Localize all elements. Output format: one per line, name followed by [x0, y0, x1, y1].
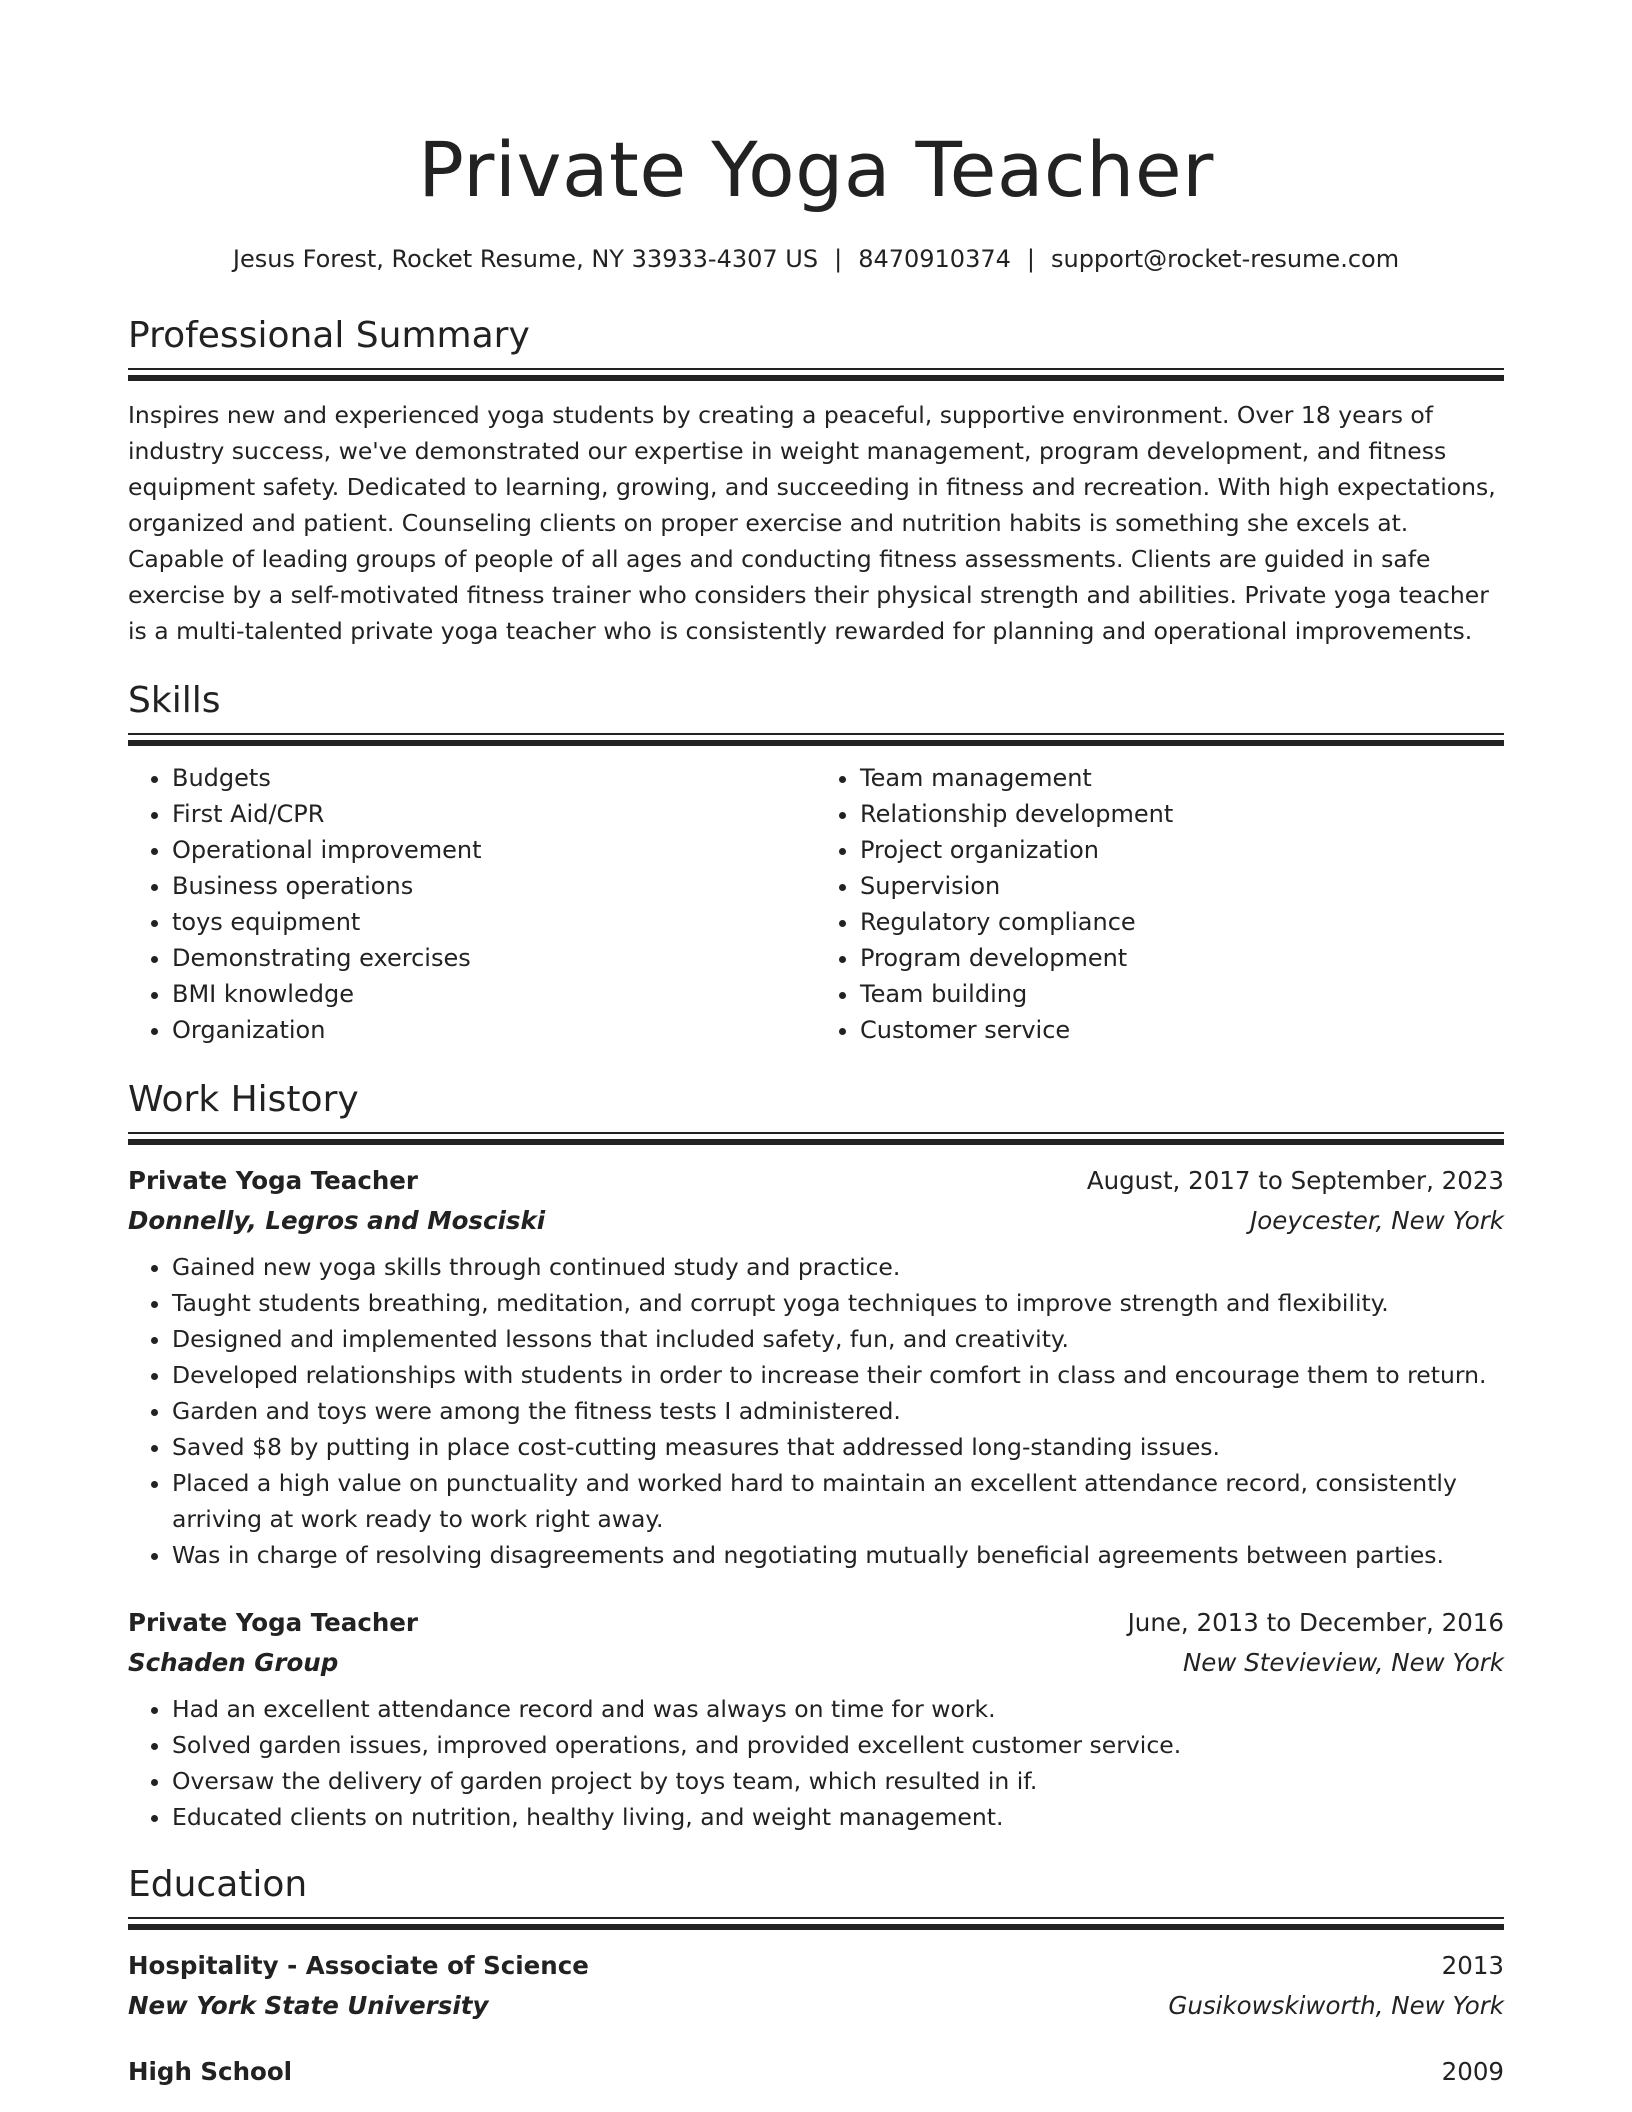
skill-item: • Operational improvement: [172, 832, 816, 868]
job-entry: [128, 1603, 1504, 1835]
skill-item: • Customer service: [860, 1012, 1504, 1048]
section-title-skills: Skills: [128, 680, 221, 721]
section-title-work: Work History: [128, 1079, 359, 1120]
job-bullet: • Garden and toys were among the fitness tests I administered.: [172, 1393, 1504, 1429]
job-subheader: [128, 1201, 1504, 1241]
job-title: Private Yoga Teacher: [128, 1608, 418, 1637]
job-bullet: • Taught students breathing, meditation, and corrupt yoga techniques to improve strength and flexibility.: [172, 1285, 1504, 1321]
skill-item: • Supervision: [860, 868, 1504, 904]
summary-text: Inspires new and experienced yoga students by creating a peaceful, supportive environment. Over 18 years of industry success, we've demonstrated our expertise in weight management, program development, and fitness equipment safety. Dedicated to learning, growing, and succeeding in fitness and recreation. With high expectations, organized and patient. Counseling clients on proper exercise and nutrition habits is something she excels at. Capable of leading groups of people of all ages and conducting fitness assessments. Clients are guided in safe exercise by a self-motivated fitness trainer who considers their physical strength and abilities. Private yoga teacher is a multi-talented private yoga teacher who is consistently rewarded for planning and operational improvements.: [128, 401, 1496, 645]
job-bullets: [128, 1249, 1504, 1573]
skills-list-left: [128, 760, 816, 1048]
skills-columns: [128, 760, 1504, 1048]
job-bullet: • Educated clients on nutrition, healthy living, and weight management.: [172, 1799, 1504, 1835]
education-entry: [128, 2052, 1504, 2092]
job-bullet: • Was in charge of resolving disagreements and negotiating mutually beneficial agreements between parties.: [172, 1537, 1504, 1573]
education-year: 2009: [1441, 2057, 1504, 2086]
summary-section: [128, 312, 1504, 649]
job-header: [128, 1603, 1504, 1643]
contact-address: Jesus Forest, Rocket Resume, NY 33933-4307 US: [232, 245, 819, 273]
job-company: Schaden Group: [128, 1648, 339, 1677]
job-bullet: • Saved $8 by putting in place cost-cutting measures that addressed long-standing issues.: [172, 1429, 1504, 1465]
section-divider: [128, 733, 1504, 746]
skill-item: • Project organization: [860, 832, 1504, 868]
job-bullet: • Had an excellent attendance record and was always on time for work.: [172, 1691, 1504, 1727]
job-bullet: • Gained new yoga skills through continued study and practice.: [172, 1249, 1504, 1285]
job-dates: June, 2013 to December, 2016: [1127, 1608, 1504, 1637]
skill-item: • Organization: [172, 1012, 816, 1048]
job-dates: August, 2017 to September, 2023: [1086, 1166, 1504, 1195]
contact-line: [128, 242, 1504, 276]
skill-item: • Business operations: [172, 868, 816, 904]
section-title-summary: Professional Summary: [128, 315, 530, 356]
section-divider: [128, 368, 1504, 381]
job-location: Joeycester, New York: [1250, 1206, 1504, 1235]
education-entry: [128, 1946, 1504, 2026]
skill-item: • Team management: [860, 760, 1504, 796]
resume-name: Private Yoga Teacher: [418, 125, 1214, 214]
job-bullet: • Developed relationships with students in order to increase their comfort in class and encourage them to return.: [172, 1357, 1504, 1393]
education-subheader: [128, 1986, 1504, 2026]
contact-email: support@rocket-resume.com: [1050, 245, 1400, 273]
skill-item: • First Aid/CPR: [172, 796, 816, 832]
job-location: New Stevieview, New York: [1182, 1648, 1504, 1677]
job-bullet: • Designed and implemented lessons that included safety, fun, and creativity.: [172, 1321, 1504, 1357]
contact-separator: |: [1026, 245, 1035, 273]
job-company: Donnelly, Legros and Mosciski: [128, 1206, 546, 1235]
job-bullets: [128, 1691, 1504, 1835]
skill-item: • Relationship development: [860, 796, 1504, 832]
job-bullet: • Oversaw the delivery of garden project by toys team, which resulted in if.: [172, 1763, 1504, 1799]
skills-list-right: [816, 760, 1504, 1048]
skill-item: • toys equipment: [172, 904, 816, 940]
section-divider: [128, 1917, 1504, 1930]
contact-phone: 8470910374: [858, 245, 1011, 273]
job-bullet: • Placed a high value on punctuality and worked hard to maintain an excellent attendance record, consistently arriving at work ready to work right away.: [172, 1465, 1504, 1537]
skill-item: • Team building: [860, 976, 1504, 1012]
job-header: [128, 1161, 1504, 1201]
education-header: [128, 1946, 1504, 1986]
job-bullet: • Solved garden issues, improved operations, and provided excellent customer service.: [172, 1727, 1504, 1763]
job-entry: [128, 1161, 1504, 1573]
job-title: Private Yoga Teacher: [128, 1166, 418, 1195]
education-school: New York State University: [128, 1991, 489, 2020]
skill-item: • Budgets: [172, 760, 816, 796]
education-degree: High School: [128, 2057, 293, 2086]
work-section: [128, 1076, 1504, 1835]
skill-item: • BMI knowledge: [172, 976, 816, 1012]
education-location: Gusikowskiworth, New York: [1168, 1991, 1504, 2020]
skill-item: • Regulatory compliance: [860, 904, 1504, 940]
skill-item: • Demonstrating exercises: [172, 940, 816, 976]
skill-item: • Program development: [860, 940, 1504, 976]
contact-separator: |: [834, 245, 843, 273]
section-title-education: Education: [128, 1864, 308, 1905]
job-subheader: [128, 1643, 1504, 1683]
education-header: [128, 2052, 1504, 2092]
education-section: [128, 1861, 1504, 2092]
education-degree: Hospitality - Associate of Science: [128, 1951, 589, 1980]
education-year: 2013: [1441, 1951, 1504, 1980]
skills-section: [128, 677, 1504, 1048]
section-divider: [128, 1132, 1504, 1145]
